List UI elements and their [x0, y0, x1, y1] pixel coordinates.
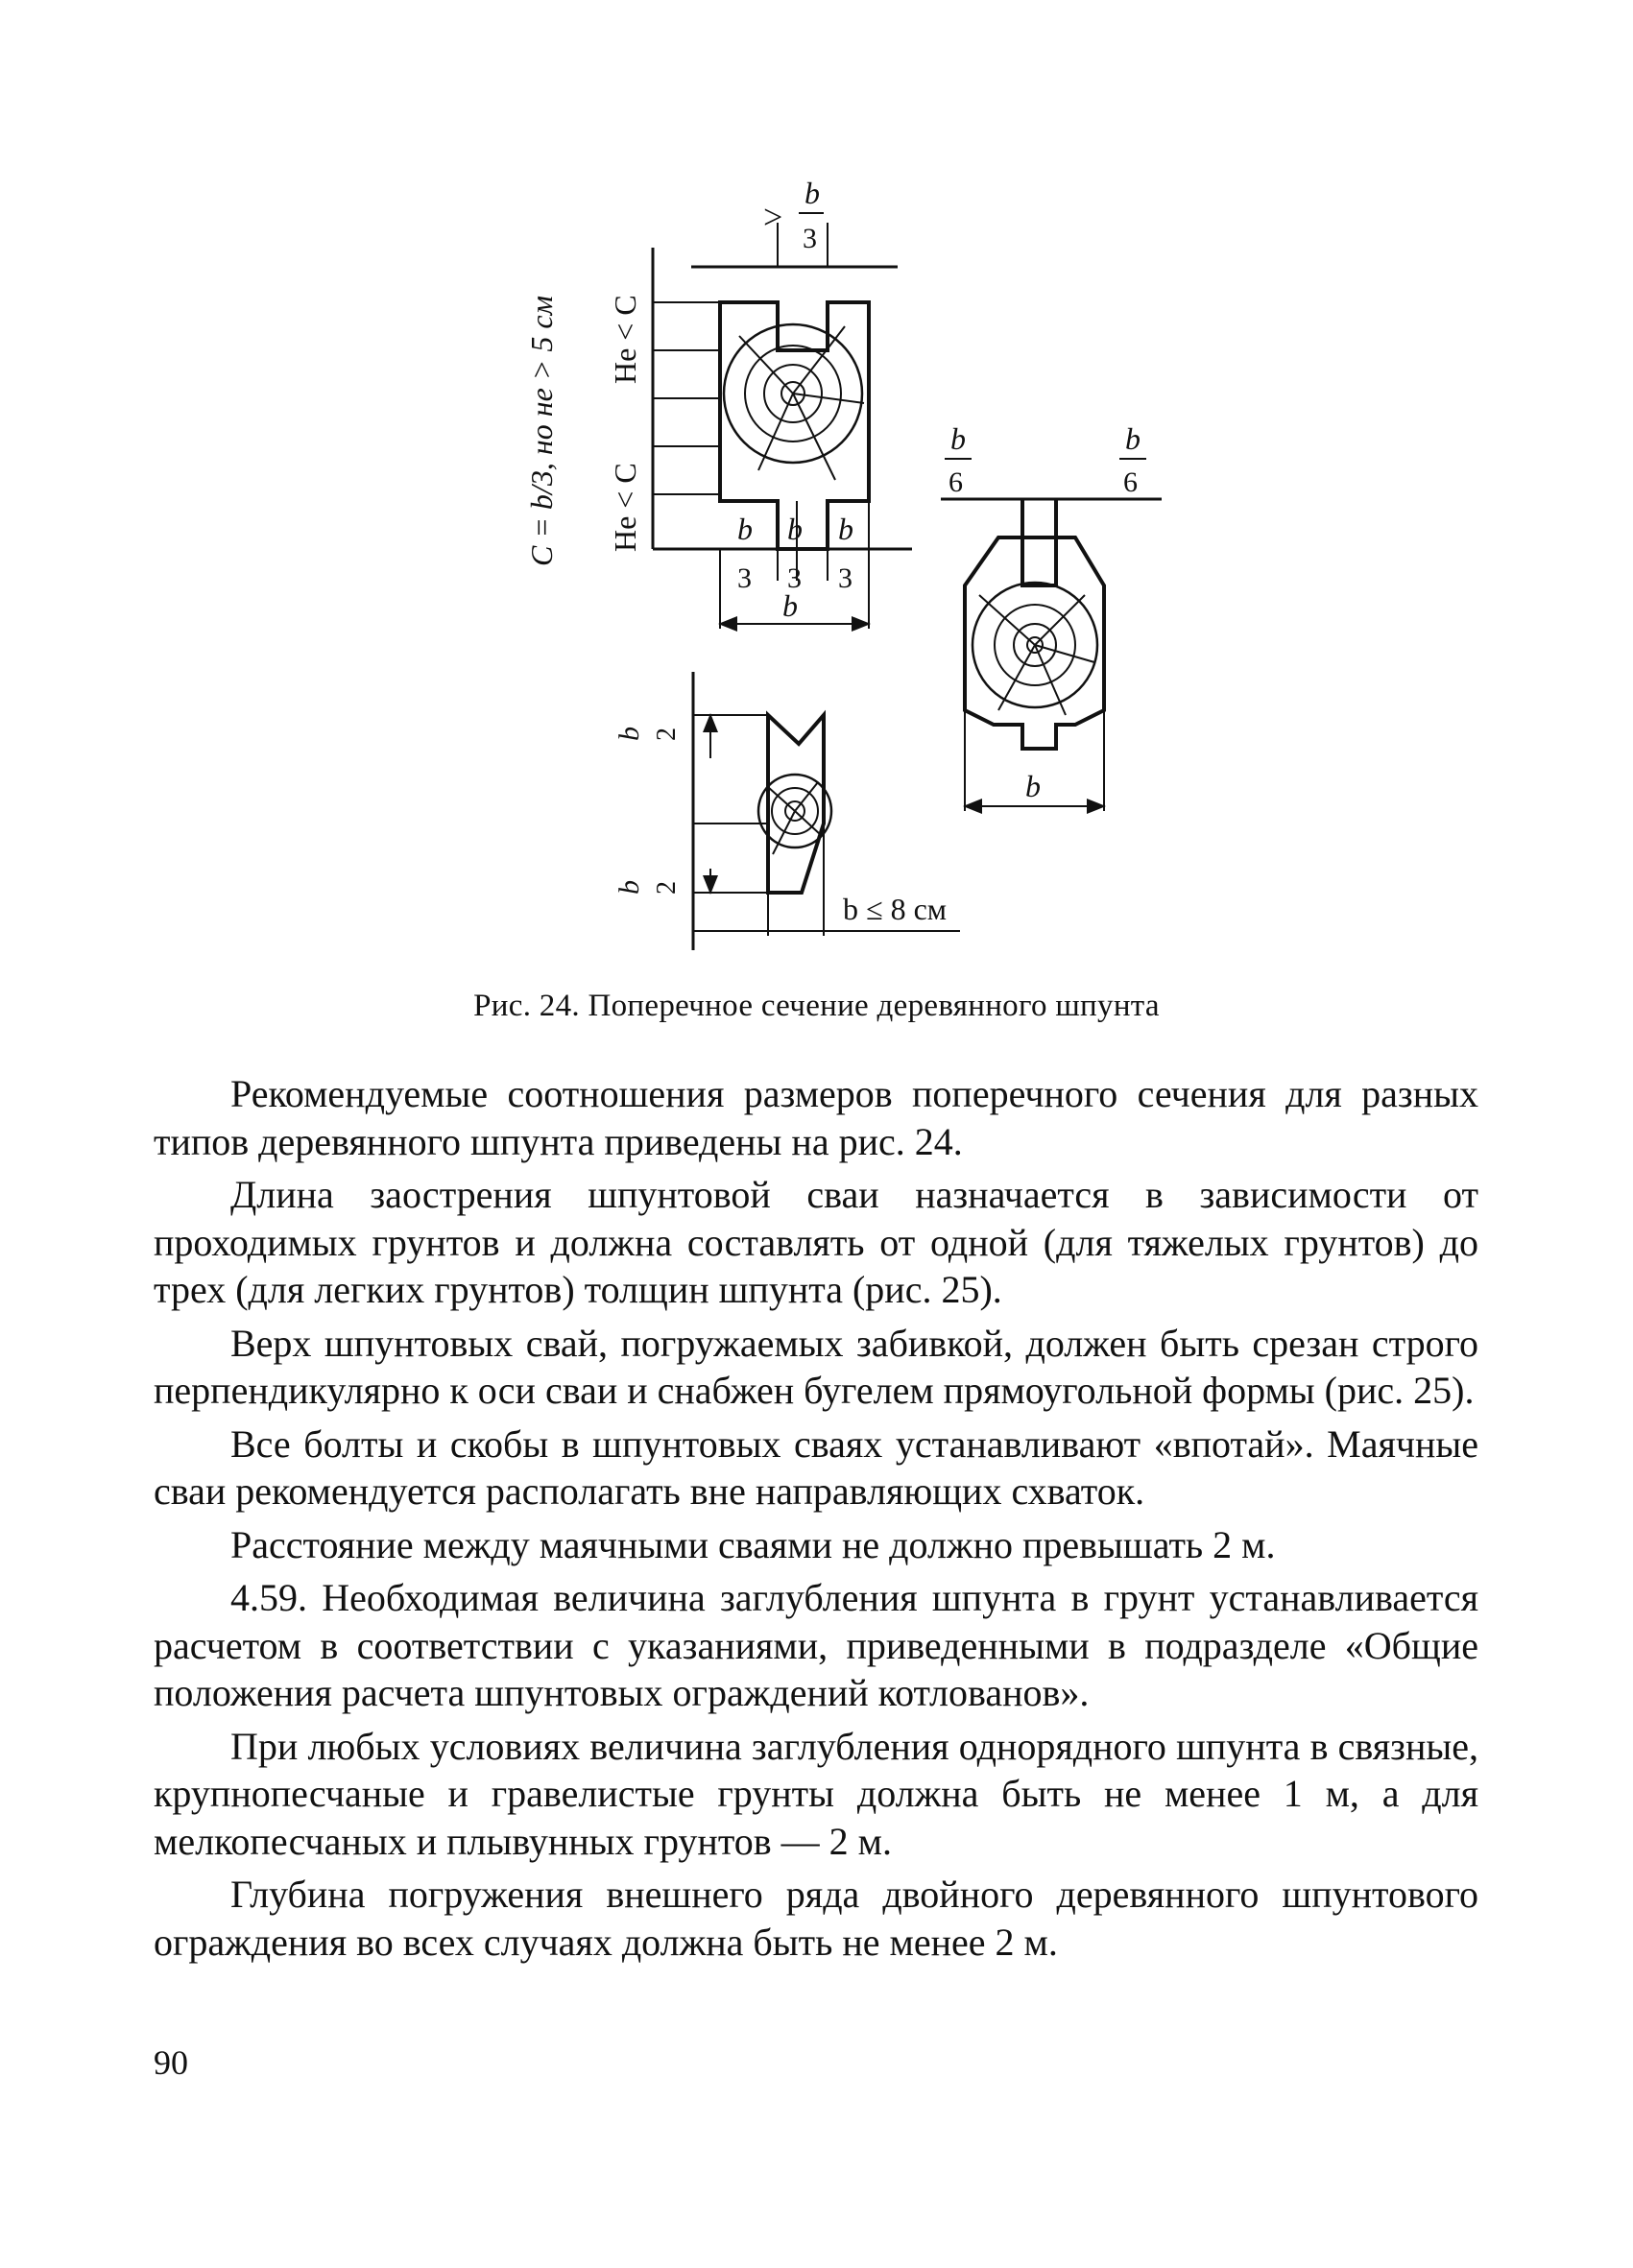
label-b-top: b: [804, 176, 820, 210]
paragraph: Рекомендуемые соотношения размеров поперечного сечения для разных типов деревянного шпунта приведены на рис. 24.: [154, 1072, 1478, 1163]
body-text: [154, 1070, 1478, 1971]
label-two-half-bottom: 2: [652, 881, 682, 895]
label-b-le-8: b ≤ 8 см: [843, 892, 948, 926]
label-he-less-c-upper: Не < C: [608, 295, 642, 384]
label-b-col1: b: [737, 512, 753, 546]
label-gt: >: [763, 198, 783, 236]
label-six-left: 6: [949, 466, 963, 498]
label-b-bottom-top: b: [782, 588, 798, 623]
label-c-formula: C = b/3, но не > 5 см: [524, 296, 559, 566]
label-b-half-bottom: b: [613, 880, 645, 895]
section-right: [941, 499, 1162, 811]
label-he-less-c-lower: Не < C: [608, 463, 642, 552]
paragraph: Глубина погружения внешнего ряда двойного деревянного шпунтового ограждения во всех случаях должна быть не менее 2 м.: [154, 1873, 1478, 1964]
label-b-right-bottom: b: [1025, 769, 1041, 803]
label-b-col3: b: [838, 512, 853, 546]
page-number: 90: [154, 2043, 188, 2082]
label-three-col1: 3: [737, 562, 752, 594]
label-b-col2: b: [787, 512, 803, 546]
label-six-right: 6: [1123, 466, 1138, 498]
section-top: [653, 223, 912, 629]
paragraph: Длина заострения шпунтовой сваи назначается в зависимости от проходимых грунтов и должна составлять от одной (для тяжелых грунтов) до трех (для легких грунтов) толщин шпунта (рис. 25).: [154, 1173, 1478, 1311]
label-three-col3: 3: [838, 562, 853, 594]
label-b-half-top: b: [613, 727, 645, 741]
paragraph: Расстояние между маячными сваями не должно превышать 2 м.: [230, 1522, 1276, 1566]
paragraph: Верх шпунтовых свай, погружаемых забивкой, должен быть срезан строго перпендикулярно к оси сваи и снабжен бугелем прямоугольной формы (рис. 25).: [154, 1321, 1478, 1412]
label-b-sixth-right: b: [1125, 421, 1141, 456]
label-three-col2: 3: [787, 562, 802, 594]
paragraph: 4.59. Необходимая величина заглубления шпунта в грунт устанавливается расчетом в соответствии с указаниями, приведенными в подразделе «Общие положения расчета шпунтовых ограждений котлованов».: [154, 1576, 1478, 1714]
paragraph: Все болты и скобы в шпунтовых сваях устанавливают «впотай». Маячные сваи рекомендуется располагать вне направляющих схваток.: [154, 1421, 1478, 1513]
label-two-half-top: 2: [652, 728, 682, 741]
figure-caption: Рис. 24. Поперечное сечение деревянного шпунта: [473, 989, 1160, 1023]
label-three-top: 3: [803, 223, 817, 254]
paragraph: При любых условиях величина заглубления однорядного шпунта в связные, крупнопесчаные и гравелистые грунты должна быть не менее 1 м, а для мелкопесчаных и плывунных грунтов — 2 м.: [154, 1724, 1478, 1863]
label-b-sixth-left: b: [950, 421, 966, 456]
figure-24-cross-section-diagram: [0, 0, 1633, 969]
